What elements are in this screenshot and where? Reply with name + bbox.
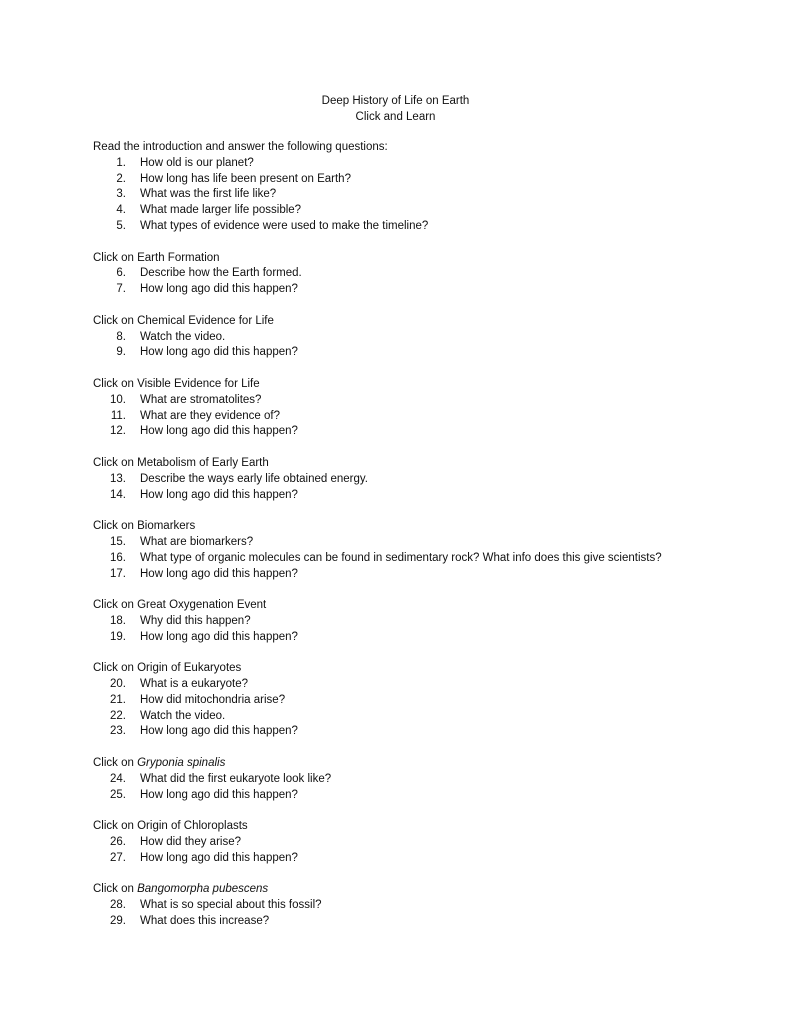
question-text: What are stromatolites? — [140, 393, 262, 406]
question-text: What is a eukaryote? — [140, 678, 249, 691]
question-number: 25. — [110, 788, 126, 801]
section-heading-intro: Click on — [93, 599, 138, 612]
section-topic: Metabolism of Early Earth — [137, 456, 269, 469]
question-item — [93, 393, 753, 409]
question-number: 1. — [116, 156, 126, 169]
question-text: What is so special about this fossil? — [140, 899, 322, 912]
question-text: How long ago did this happen? — [140, 567, 298, 580]
question-text: What are biomarkers? — [140, 535, 254, 548]
question-text: How long ago did this happen? — [140, 851, 298, 864]
question-item — [93, 693, 753, 709]
document-title: Deep History of Life on Earth — [321, 95, 470, 107]
question-group — [93, 614, 753, 646]
section-topic: Earth Formation — [137, 251, 220, 264]
question-text: How long ago did this happen? — [140, 488, 298, 501]
question-number: 18. — [110, 614, 126, 627]
question-item — [93, 282, 753, 298]
question-item — [93, 567, 753, 583]
question-item — [93, 851, 753, 867]
question-item — [93, 914, 753, 930]
question-text: Describe the ways early life obtained energy. — [140, 472, 368, 485]
question-text: How long ago did this happen? — [140, 788, 298, 801]
question-item — [93, 724, 753, 740]
question-number: 24. — [110, 772, 126, 785]
question-item — [93, 709, 753, 725]
question-text: What types of evidence were used to make the timeline? — [140, 219, 429, 232]
section-heading-intro: Click on — [93, 820, 138, 833]
question-text: How long has life been present on Earth? — [140, 172, 351, 185]
question-group — [93, 535, 753, 582]
question-number: 13. — [110, 472, 126, 485]
question-group — [93, 898, 753, 930]
section-heading — [93, 251, 753, 267]
question-number: 15. — [110, 535, 126, 548]
question-item — [93, 172, 753, 188]
question-number: 2. — [116, 172, 126, 185]
section-heading-intro: Click on — [93, 314, 138, 327]
question-number: 7. — [116, 283, 126, 296]
question-number: 12. — [110, 425, 126, 438]
question-text: How long ago did this happen? — [140, 425, 298, 438]
section — [93, 756, 753, 803]
question-group — [93, 266, 753, 298]
section-heading-intro: Click on — [93, 757, 138, 770]
section — [93, 819, 753, 866]
question-text: Why did this happen? — [140, 614, 251, 627]
question-item — [93, 488, 753, 504]
section-heading-intro: Click on — [93, 251, 138, 264]
question-item — [93, 345, 753, 361]
section-heading-intro: Read the introduction and answer the following questions: — [93, 141, 388, 153]
question-text: Describe how the Earth formed. — [140, 267, 302, 280]
question-item — [93, 551, 753, 567]
section-heading-intro: Click on — [93, 456, 138, 469]
question-number: 3. — [116, 188, 126, 201]
question-number: 17. — [110, 567, 126, 580]
section — [93, 140, 753, 235]
question-item — [93, 424, 753, 440]
question-item — [93, 156, 753, 172]
question-number: 5. — [116, 219, 126, 232]
question-number: 6. — [116, 267, 126, 280]
question-item — [93, 898, 753, 914]
section-topic: Chemical Evidence for Life — [137, 314, 274, 327]
question-item — [93, 203, 753, 219]
question-number: 8. — [116, 330, 126, 343]
question-item — [93, 472, 753, 488]
section-heading-intro: Click on — [93, 377, 138, 390]
question-item — [93, 535, 753, 551]
question-text: What does this increase? — [140, 915, 270, 928]
section-heading-intro: Click on — [93, 662, 138, 675]
question-item — [93, 266, 753, 282]
question-text: How did mitochondria arise? — [140, 693, 286, 706]
section-topic: Gryponia spinalis — [137, 757, 226, 770]
section — [93, 251, 753, 298]
question-text: How did they arise? — [140, 836, 241, 849]
section-heading — [93, 661, 753, 677]
question-number: 19. — [110, 630, 126, 643]
document-subtitle: Click and Learn — [355, 111, 436, 123]
section — [93, 519, 753, 582]
section — [93, 661, 753, 740]
section-heading — [93, 456, 753, 472]
section-heading-intro: Click on — [93, 883, 138, 896]
question-text: What are they evidence of? — [140, 409, 280, 422]
question-item — [93, 772, 753, 788]
section-heading — [93, 756, 753, 772]
question-text: Watch the video. — [140, 330, 226, 343]
section — [93, 377, 753, 440]
section-heading-intro: Click on — [93, 520, 138, 533]
question-number: 21. — [110, 693, 126, 706]
question-group — [93, 835, 753, 867]
question-text: What did the first eukaryote look like? — [140, 772, 332, 785]
question-item — [93, 835, 753, 851]
section-heading — [93, 819, 753, 835]
question-number: 20. — [110, 678, 126, 691]
section — [93, 882, 753, 929]
question-text: What made larger life possible? — [140, 204, 302, 217]
section-topic: Bangomorpha pubescens — [137, 883, 269, 896]
question-group — [93, 156, 753, 235]
question-text: What type of organic molecules can be found in sedimentary rock? What info does this give scientists? — [140, 551, 662, 564]
question-text: How long ago did this happen? — [140, 725, 298, 738]
section-topic: Biomarkers — [137, 520, 196, 533]
question-item — [93, 614, 753, 630]
section-heading — [93, 140, 753, 156]
section-topic: Visible Evidence for Life — [137, 377, 260, 390]
document-header — [0, 93, 791, 125]
section — [93, 598, 753, 645]
section-heading — [93, 882, 753, 898]
question-list — [93, 140, 753, 930]
question-text: Watch the video. — [140, 709, 226, 722]
question-group — [93, 393, 753, 440]
question-group — [93, 677, 753, 740]
section-topic: Great Oxygenation Event — [137, 599, 267, 612]
question-item — [93, 187, 753, 203]
question-text: What was the first life like? — [140, 188, 277, 201]
question-number: 10. — [110, 393, 126, 406]
section — [93, 314, 753, 361]
question-group — [93, 772, 753, 804]
section-heading — [93, 314, 753, 330]
question-group — [93, 330, 753, 362]
section-heading — [93, 598, 753, 614]
question-number: 26. — [110, 836, 126, 849]
question-item — [93, 788, 753, 804]
section-topic: Origin of Eukaryotes — [137, 662, 242, 675]
question-number: 29. — [110, 915, 126, 928]
section-topic: Origin of Chloroplasts — [137, 820, 248, 833]
question-number: 27. — [110, 851, 126, 864]
section — [93, 456, 753, 503]
question-item — [93, 677, 753, 693]
question-number: 28. — [110, 899, 126, 912]
question-number: 14. — [110, 488, 126, 501]
question-number: 9. — [116, 346, 126, 359]
question-item — [93, 630, 753, 646]
question-text: How long ago did this happen? — [140, 283, 298, 296]
section-heading — [93, 377, 753, 393]
question-text: How long ago did this happen? — [140, 630, 298, 643]
question-number: 23. — [110, 725, 126, 738]
question-item — [93, 409, 753, 425]
question-number: 22. — [110, 709, 126, 722]
question-text: How long ago did this happen? — [140, 346, 298, 359]
section-heading — [93, 519, 753, 535]
question-number: 11. — [110, 409, 126, 422]
question-item — [93, 219, 753, 235]
question-number: 4. — [116, 204, 126, 217]
question-number: 16. — [110, 551, 126, 564]
question-group — [93, 472, 753, 504]
question-item — [93, 330, 753, 346]
question-text: How old is our planet? — [140, 156, 254, 169]
